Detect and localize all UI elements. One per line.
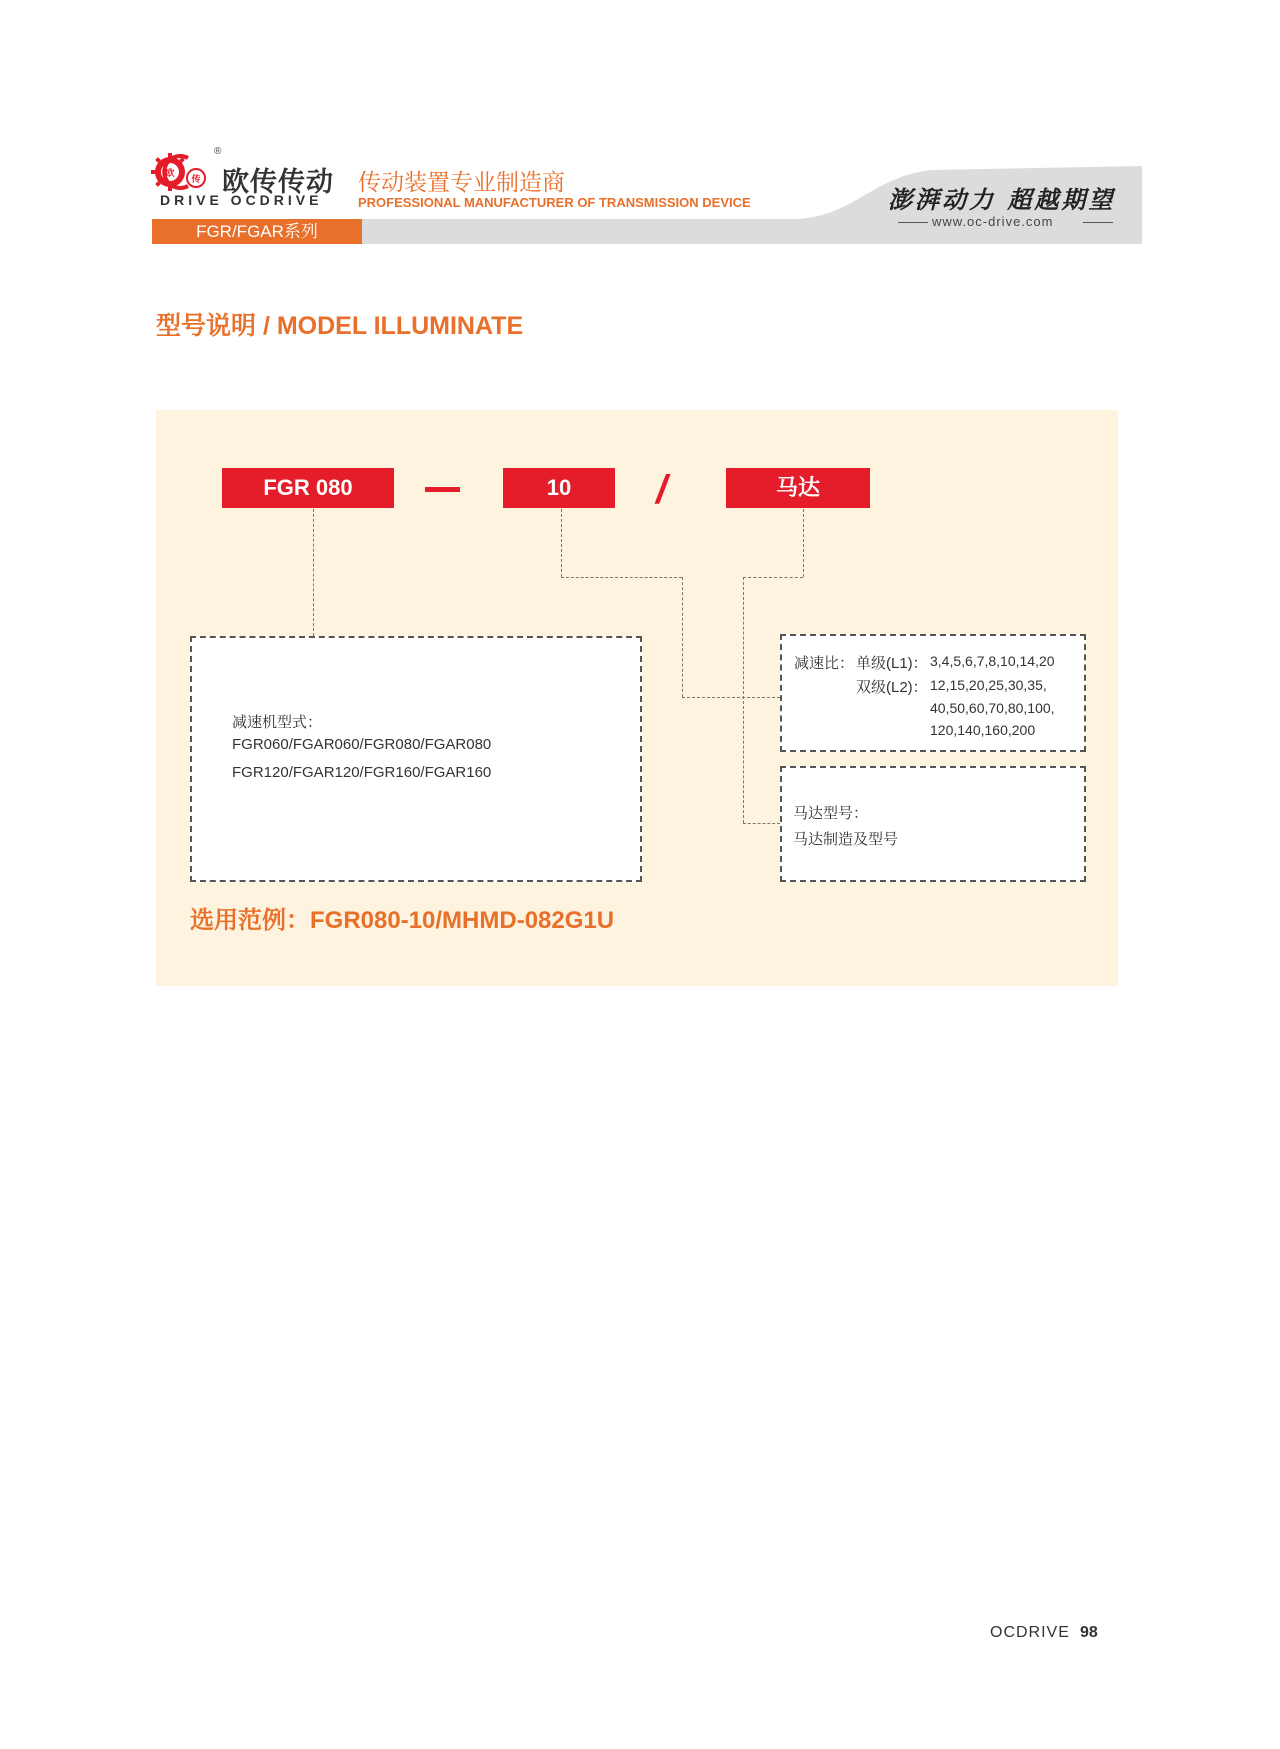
code-separator-dash: [425, 487, 460, 492]
connector-ratio-down2: [682, 577, 683, 697]
ratio-single-values: 3,4,5,6,7,8,10,14,20: [930, 653, 1055, 669]
tagline-english: PROFESSIONAL MANUFACTURER OF TRANSMISSION DEVICE: [358, 195, 751, 210]
connector-motor-down: [803, 509, 804, 577]
model-type-line2: FGR120/FGAR120/FGR160/FGAR160: [232, 764, 492, 781]
motor-label: 马达型号：: [793, 805, 869, 822]
code-ratio-box: 10: [503, 468, 615, 508]
logo-english-name: DRIVE OCDRIVE: [160, 192, 323, 208]
code-model-box: FGR 080: [222, 468, 394, 508]
ratio-single-label: 单级(L1)：: [856, 655, 928, 672]
logo-chinese-name: 欧传传动: [222, 167, 334, 197]
motor-line1: 马达制造及型号: [793, 831, 899, 848]
series-tab: FGR/FGAR系列: [152, 219, 362, 244]
ratio-double-label: 双级(L2)：: [856, 679, 928, 696]
gear-right-char: 传: [191, 175, 201, 185]
connector-motor-to-box: [743, 823, 780, 824]
section-title: 型号说明 / MODEL ILLUMINATE: [156, 312, 524, 340]
code-slash: /: [656, 468, 668, 512]
ratio-double-values-2: 40,50,60,70,80,100,: [930, 700, 1055, 716]
tagline-chinese: 传动装置专业制造商: [358, 169, 565, 195]
website-divider-left: [898, 222, 928, 223]
connector-model: [313, 509, 314, 636]
code-motor-box: 马达: [726, 468, 870, 508]
selection-example: 选用范例：FGR080-10/MHMD-082G1U: [190, 907, 615, 934]
connector-ratio-to-box: [682, 697, 780, 698]
ratio-double-values-3: 120,140,160,200: [930, 722, 1036, 738]
website-divider-right: [1083, 222, 1113, 223]
model-type-line1: FGR060/FGAR060/FGR080/FGAR080: [232, 736, 492, 753]
ratio-double-values-1: 12,15,20,25,30,35,: [930, 677, 1047, 693]
connector-ratio-across: [561, 577, 682, 578]
connector-ratio-down: [561, 509, 562, 577]
model-type-label: 减速机型式：: [232, 714, 323, 731]
connector-motor-across: [743, 577, 803, 578]
slogan: 澎湃动力 超越期望: [888, 185, 1116, 214]
website-url[interactable]: www.oc-drive.com: [932, 214, 1054, 229]
motor-box: [780, 766, 1086, 882]
page-number: 98: [1080, 1624, 1098, 1641]
gear-left-char: 欧: [165, 169, 175, 179]
model-type-box: [190, 636, 642, 882]
registered-mark: ®: [214, 146, 222, 157]
footer-brand: OCDRIVE: [990, 1624, 1070, 1641]
connector-motor-down2: [743, 577, 744, 823]
ratio-label: 减速比：: [794, 655, 855, 672]
